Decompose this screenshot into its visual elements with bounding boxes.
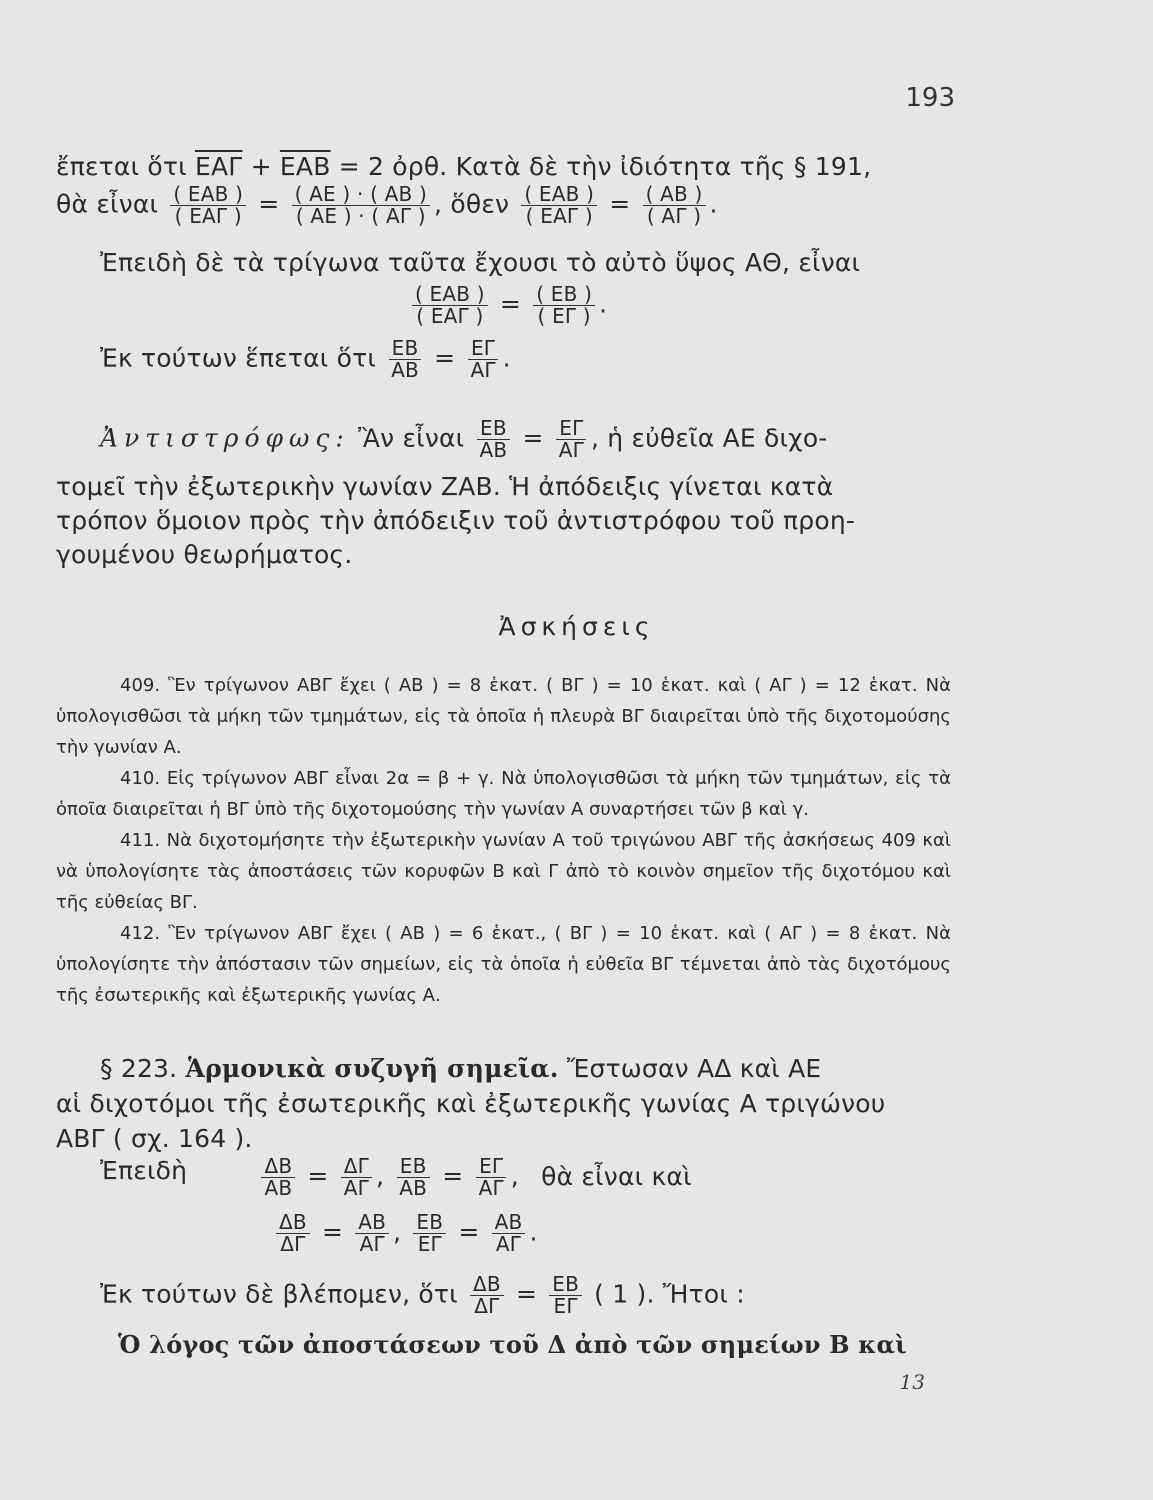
text-segment: Ἐκ τούτων ἕπεται ὅτι — [100, 343, 376, 373]
text-segment: Ἔστωσαν ΑΔ καὶ ΑΕ — [566, 1054, 822, 1083]
equals-sign: = — [321, 1217, 344, 1247]
text-line-9: γουμένου θεωρήματος. — [56, 540, 353, 569]
exercise-411: 411. Νὰ διχοτομήσητε τὴν ἐξωτερικὴν γωνίαν Α τοῦ τριγώνου ΑΒΓ τῆς ἀσκήσεως 409 καὶ νὰ ὑπολογίσητε τὰς ἀποστάσεις τῶν κορυφῶν Β καὶ Γ ἀπὸ τὸ κοινὸν σημεῖον τῆς διχοτόμου καὶ τῆς εὐθείας ΒΓ. — [56, 830, 951, 913]
equation-line-c — [100, 1274, 745, 1317]
text-segment: Ἂν εἶναι — [358, 423, 465, 453]
equation-line-a — [100, 1156, 692, 1199]
equals-sign: = — [609, 189, 631, 219]
comma: , — [375, 1161, 385, 1191]
fraction: $\frac{\text{( ΕΑΒ )}}{\text{( ΕΑΓ )}}$ — [170, 184, 246, 227]
text-segment: ( 1 ). Ἤτοι : — [594, 1279, 745, 1309]
fraction: $\frac{E\Gamma}{A\Gamma}$ — [476, 1156, 507, 1199]
period: . — [502, 343, 511, 373]
period: . — [709, 189, 718, 219]
fraction: $\frac{EB}{AB}$ — [477, 418, 511, 461]
text-line-8: τρόπον ὅμοιον πρὸς τὴν ἀπόδειξιν τοῦ ἀντιστρόφου τοῦ προη- — [56, 506, 856, 535]
fraction: $\frac{E\Gamma}{A\Gamma}$ — [467, 338, 498, 381]
fraction: $\frac{EB}{AB}$ — [396, 1156, 430, 1199]
exercise-412: 412. Ἓν τρίγωνον ΑΒΓ ἔχει ( ΑΒ ) = 6 ἑκατ., ( ΒΓ ) = 10 ἑκατ. καὶ ( ΑΓ ) = 8 ἑκατ. Νὰ ὑπολογίσητε τὴν ἀπόστασιν τῶν σημείων, εἰς τὰ ὁποῖα ἡ εὐθεῖα ΒΓ τέμνεται ἀπὸ τὰς διχοτόμους τῆς ἐσωτερικῆς καὶ ἐξωτερικῆς γωνίας Α. — [56, 923, 951, 1006]
fraction: $\frac{AB}{A\Gamma}$ — [355, 1212, 389, 1255]
text-segment: θὰ εἶναι καὶ — [541, 1161, 692, 1191]
fraction: $\frac{( AB )}{( A\Gamma )}$ — [643, 184, 706, 227]
fraction: $\frac{\Delta\Gamma}{A\Gamma}$ — [341, 1156, 372, 1199]
text-segment: , ἡ εὐθεῖα ΑΕ διχο- — [591, 423, 828, 453]
text-segment: Ἐπειδὴ — [100, 1156, 188, 1185]
fraction: $\frac{( AE ) \cdot ( AB )}{( AE ) \cdot ( A\Gamma )}$ — [292, 184, 430, 227]
plus-sign: + — [250, 152, 272, 181]
text-segment: ἔπεται ὅτι — [56, 152, 187, 181]
fraction: $\frac{E\Gamma}{A\Gamma}$ — [556, 418, 587, 461]
comma: , — [393, 1217, 402, 1247]
exercise-410: 410. Εἰς τρίγωνον ΑΒΓ εἶναι 2α = β + γ. Νὰ ὑπολογισθῶσι τὰ μήκη τῶν τμημάτων, εἰς τὰ ὁποῖα διαιρεῖται ἡ ΒΓ ὑπὸ τῆς διχοτομούσης τὴν γωνίαν Α συναρτήσει τῶν β καὶ γ. — [56, 768, 951, 820]
section-223-line-2: αἱ διχοτόμοι τῆς ἐσωτερικῆς καὶ ἐξωτερικῆς γωνίας Α τριγώνου — [56, 1089, 886, 1118]
exercise-409: 409. Ἓν τρίγωνον ΑΒΓ ἔχει ( ΑΒ ) = 8 ἑκατ. ( ΒΓ ) = 10 ἑκατ. καὶ ( ΑΓ ) = 12 ἑκατ. Νὰ ὑπολογισθῶσι τὰ μήκη τῶν τμημάτων, εἰς τὰ ὁποῖα ἡ πλευρὰ ΒΓ διαιρεῖται ὑπὸ τῆς διχοτομούσης τὴν γωνίαν Α. — [56, 675, 951, 758]
fraction: $\frac{\Delta B}{\Delta\Gamma}$ — [470, 1274, 504, 1317]
fraction: $\frac{( EB )}{( E\Gamma )}$ — [533, 284, 595, 327]
text-segment: , ὅθεν — [434, 189, 510, 219]
equals-sign: = — [522, 423, 544, 453]
theorem-line: Ὁ λόγος τῶν ἀποστάσεων τοῦ Δ ἀπὸ τῶν σημείων Β καὶ — [118, 1330, 907, 1359]
angle-eab: $\overline{EAB}$ — [279, 152, 331, 181]
fraction: $\frac{\text{( ΕΑΒ )}}{\text{( ΕΑΓ )}}$ — [521, 184, 597, 227]
text-line-1 — [56, 152, 871, 181]
fraction: $\frac{\Delta B}{AB}$ — [261, 1156, 295, 1199]
fraction: $\frac{EB}{E\Gamma}$ — [549, 1274, 582, 1317]
equals-sign: = — [515, 1279, 538, 1309]
equals-sign: = — [499, 289, 522, 319]
text-segment: Ἐκ τούτων δὲ βλέπομεν, ὅτι — [100, 1279, 458, 1309]
equals-sign: = — [442, 1161, 464, 1191]
text-line-5 — [100, 338, 511, 381]
period: . — [529, 1217, 538, 1247]
exercises-heading: Ἀσκήσεις — [498, 612, 655, 641]
spaced-italic-term: Ἀντιστρόφως: — [100, 423, 350, 453]
section-number: § 223. — [100, 1054, 178, 1083]
fraction: $\frac{AB}{A\Gamma}$ — [492, 1212, 526, 1255]
footer-signature-mark: 13 — [899, 1370, 925, 1394]
equals-sign: = — [307, 1161, 329, 1191]
equals-sign: = — [434, 343, 456, 373]
text-line-3: Ἐπειδὴ δὲ τὰ τρίγωνα ταῦτα ἔχουσι τὸ αὐτὸ ὕψος ΑΘ, εἶναι — [100, 248, 861, 277]
section-223-line-3: ΑΒΓ ( σχ. 164 ). — [56, 1124, 253, 1153]
equation-line-b — [272, 1212, 538, 1255]
text-line-7: τομεῖ τὴν ἐξωτερικὴν γωνίαν ΖΑΒ. Ἡ ἀπόδειξις γίνεται κατὰ — [56, 472, 834, 501]
angle-eag: $\overline{EA\Gamma}$ — [194, 152, 243, 181]
text-line-2 — [56, 184, 718, 227]
text-segment: θὰ εἶναι — [56, 189, 159, 219]
exercises-block — [56, 670, 951, 1011]
comma: , — [510, 1161, 519, 1191]
equals-sign: = — [458, 1217, 480, 1247]
section-223-title-line — [100, 1054, 821, 1083]
text-segment: = 2 ὀρθ. Κατὰ δὲ τὴν ἰδιότητα τῆς § 191, — [338, 152, 872, 181]
fraction: $\frac{\Delta B}{\Delta\Gamma}$ — [276, 1212, 310, 1255]
fraction: $\frac{EB}{E\Gamma}$ — [413, 1212, 446, 1255]
text-line-4 — [408, 284, 607, 327]
fraction: $\frac{\text{( ΕΑΒ )}}{\text{( ΕΑΓ )}}$ — [412, 284, 488, 327]
section-title: Ἁρμονικὰ συζυγῆ σημεῖα. — [185, 1054, 559, 1083]
page-number: 193 — [905, 83, 955, 113]
text-line-6 — [100, 418, 828, 461]
fraction: $\frac{EB}{AB}$ — [388, 338, 422, 381]
period: . — [599, 289, 608, 319]
equals-sign: = — [258, 189, 280, 219]
